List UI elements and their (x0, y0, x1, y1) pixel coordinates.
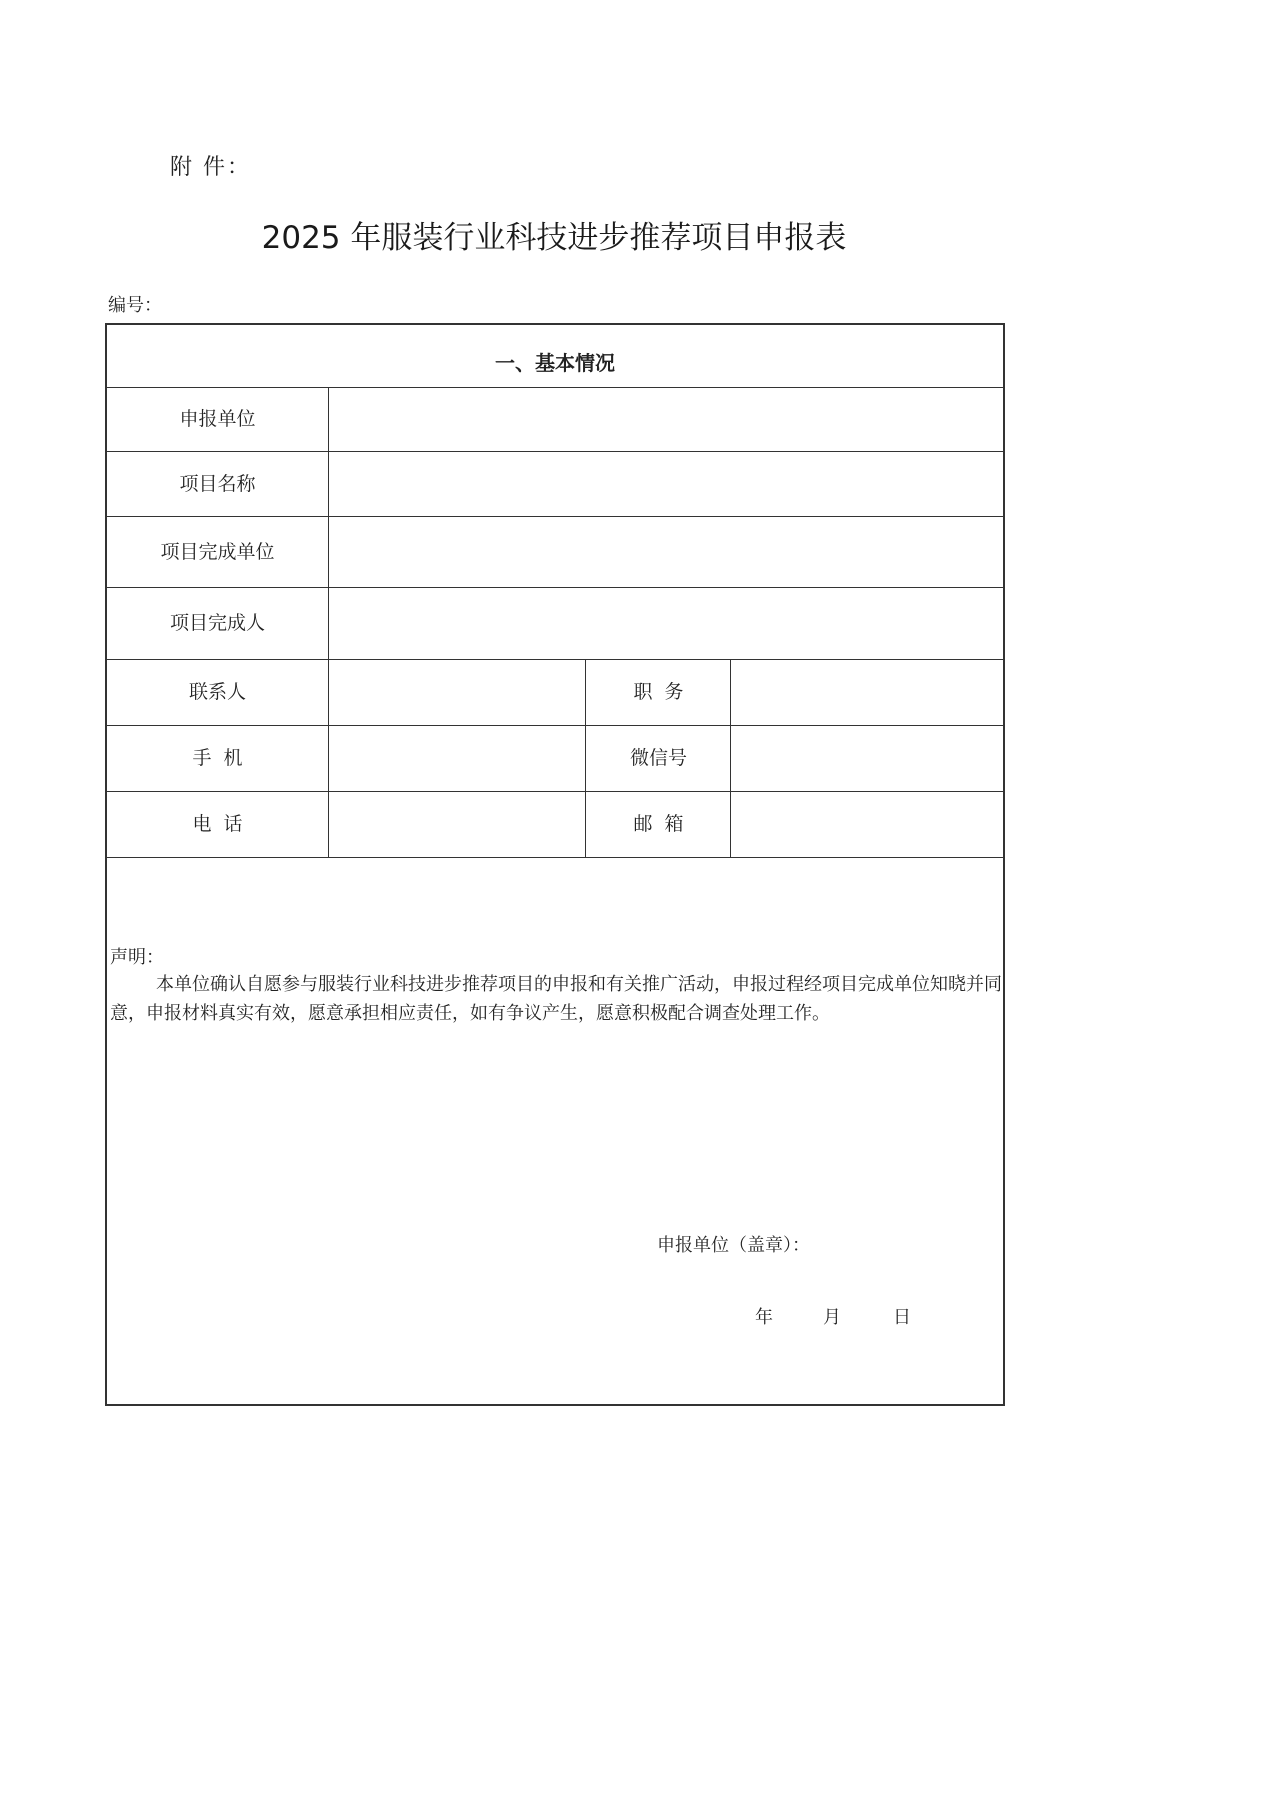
contact-person-label: 联系人 (188, 681, 246, 703)
table-divider (107, 387, 1003, 388)
contact-person-field[interactable] (330, 661, 584, 724)
serial-number-label: 编号： (108, 295, 162, 316)
statement-title: 声明： (110, 947, 164, 968)
completing-unit-label: 项目完成单位 (160, 541, 275, 563)
wechat-field[interactable] (732, 727, 1002, 790)
mobile-field[interactable] (330, 727, 584, 790)
table-divider (107, 791, 1003, 792)
completing-unit-field[interactable] (330, 518, 1002, 586)
date-day-label: 日 (893, 1307, 911, 1328)
applicant-unit-label: 申报单位 (179, 408, 256, 430)
position-label: 职 务 (633, 681, 684, 703)
table-divider (107, 857, 1003, 858)
completing-person-label: 项目完成人 (169, 612, 265, 634)
date-month-label: 月 (823, 1307, 841, 1328)
section-title-basic-info: 一、基本情况 (495, 351, 615, 375)
table-divider (107, 659, 1003, 660)
table-divider (107, 587, 1003, 588)
table-divider (107, 725, 1003, 726)
email-label: 邮 箱 (633, 813, 684, 835)
phone-field[interactable] (330, 793, 584, 856)
statement-body: 本单位确认自愿参与服装行业科技进步推荐项目的申报和有关推广活动，申报过程经项目完成单位知晓并同意，申报材料真实有效，愿意承担相应责任，如有争议产生，愿意积极配合调查处理工作。 (110, 974, 1002, 1024)
application-form-table (105, 323, 1005, 1406)
date-year-label: 年 (755, 1307, 773, 1328)
completing-person-field[interactable] (330, 589, 1002, 658)
table-divider (107, 451, 1003, 452)
position-field[interactable] (732, 661, 1002, 724)
project-name-field[interactable] (330, 453, 1002, 515)
applicant-unit-field[interactable] (330, 389, 1002, 450)
project-name-label: 项目名称 (179, 473, 256, 495)
email-field[interactable] (732, 793, 1002, 856)
form-title: 2025 年服装行业科技进步推荐项目申报表 (261, 220, 847, 256)
mobile-label: 手 机 (192, 747, 243, 769)
table-divider (585, 659, 586, 857)
seal-label: 申报单位（盖章）： (657, 1235, 810, 1256)
annex-label: 附 件： (170, 155, 251, 180)
table-divider (107, 516, 1003, 517)
wechat-label: 微信号 (629, 747, 687, 769)
table-divider (328, 387, 329, 857)
phone-label: 电 话 (192, 813, 243, 835)
table-divider (730, 659, 731, 857)
